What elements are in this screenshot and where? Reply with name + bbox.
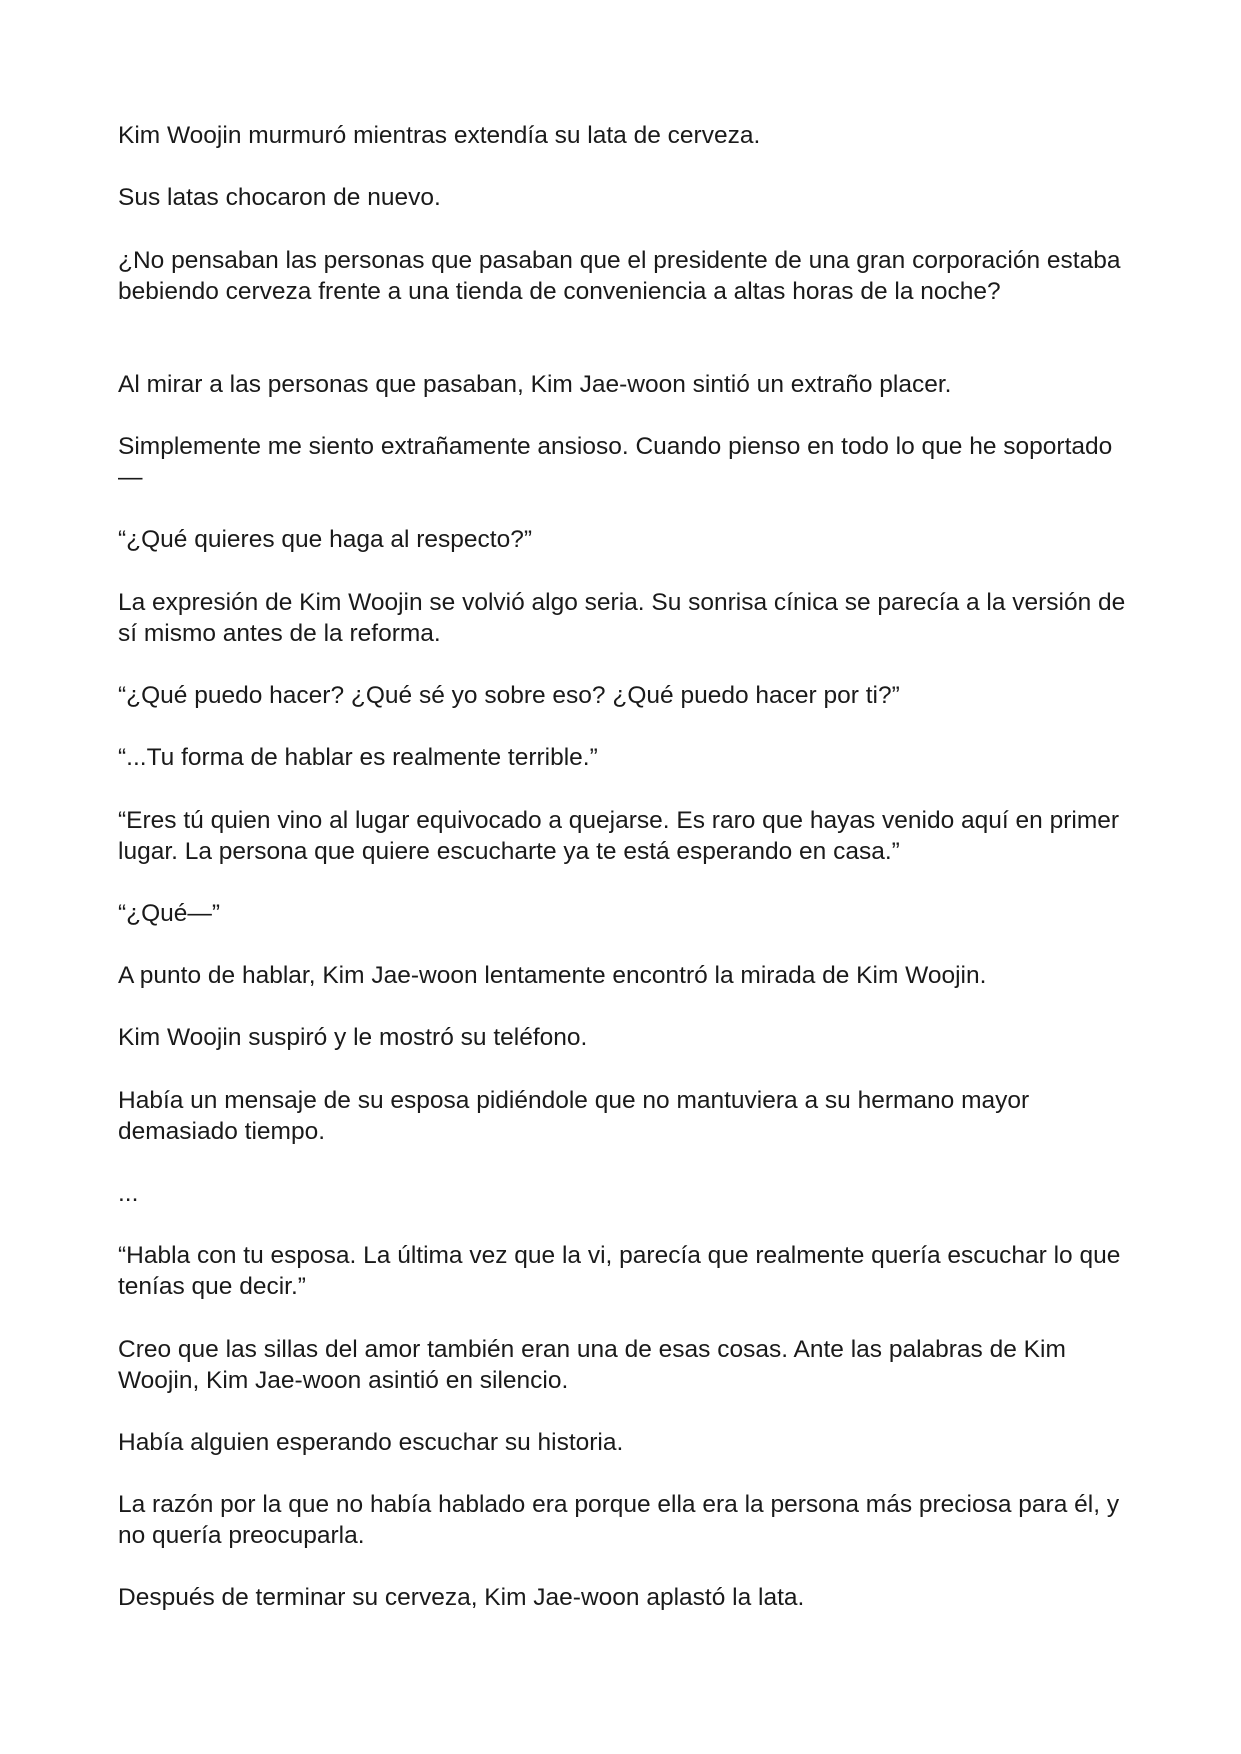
paragraph-9: “...Tu forma de hablar es realmente terrible.” [118,744,598,771]
paragraph-6: “¿Qué quieres que haga al respecto?” [118,526,533,553]
paragraph-10: “Eres tú quien vino al lugar equivocado a quejarse. Es raro que hayas venido aquí en primer lugar. La persona que quiere escucharte ya te está esperando en casa.” [118,807,1120,865]
paragraph-1: Kim Woojin murmuró mientras extendía su lata de cerveza. [118,122,761,149]
paragraph-19: La razón por la que no había hablado era porque ella era la persona más preciosa para él, y no quería preocuparla. [118,1491,1120,1549]
paragraph-20: Después de terminar su cerveza, Kim Jae-woon aplastó la lata. [118,1584,805,1611]
paragraph-15: ... [118,1180,139,1207]
paragraph-18: Había alguien esperando escuchar su historia. [118,1429,624,1456]
paragraph-2: Sus latas chocaron de nuevo. [118,184,441,211]
paragraph-17: Creo que las sillas del amor también eran una de esas cosas. Ante las palabras de Kim Woojin, Kim Jae-woon asintió en silencio. [118,1336,1066,1394]
paragraph-7: La expresión de Kim Woojin se volvió algo seria. Su sonrisa cínica se parecía a la versión de sí mismo antes de la reforma. [118,589,1126,647]
paragraph-11: “¿Qué—” [118,900,221,927]
paragraph-4: Al mirar a las personas que pasaban, Kim Jae-woon sintió un extraño placer. [118,371,952,398]
paragraph-13: Kim Woojin suspiró y le mostró su teléfono. [118,1024,588,1051]
paragraph-5: Simplemente me siento extrañamente ansioso. Cuando pienso en todo lo que he soportado— [118,433,1113,491]
paragraph-3: ¿No pensaban las personas que pasaban que el presidente de una gran corporación estaba bebiendo cerveza frente a una tienda de conveniencia a altas horas de la noche? [118,247,1121,305]
paragraph-16: “Habla con tu esposa. La última vez que la vi, parecía que realmente quería escuchar lo que tenías que decir.” [118,1242,1121,1300]
paragraph-8: “¿Qué puedo hacer? ¿Qué sé yo sobre eso? ¿Qué puedo hacer por ti?” [118,682,900,709]
paragraph-12: A punto de hablar, Kim Jae-woon lentamente encontró la mirada de Kim Woojin. [118,962,987,989]
paragraph-14: Había un mensaje de su esposa pidiéndole que no mantuviera a su hermano mayor demasiado tiempo. [118,1087,1030,1145]
